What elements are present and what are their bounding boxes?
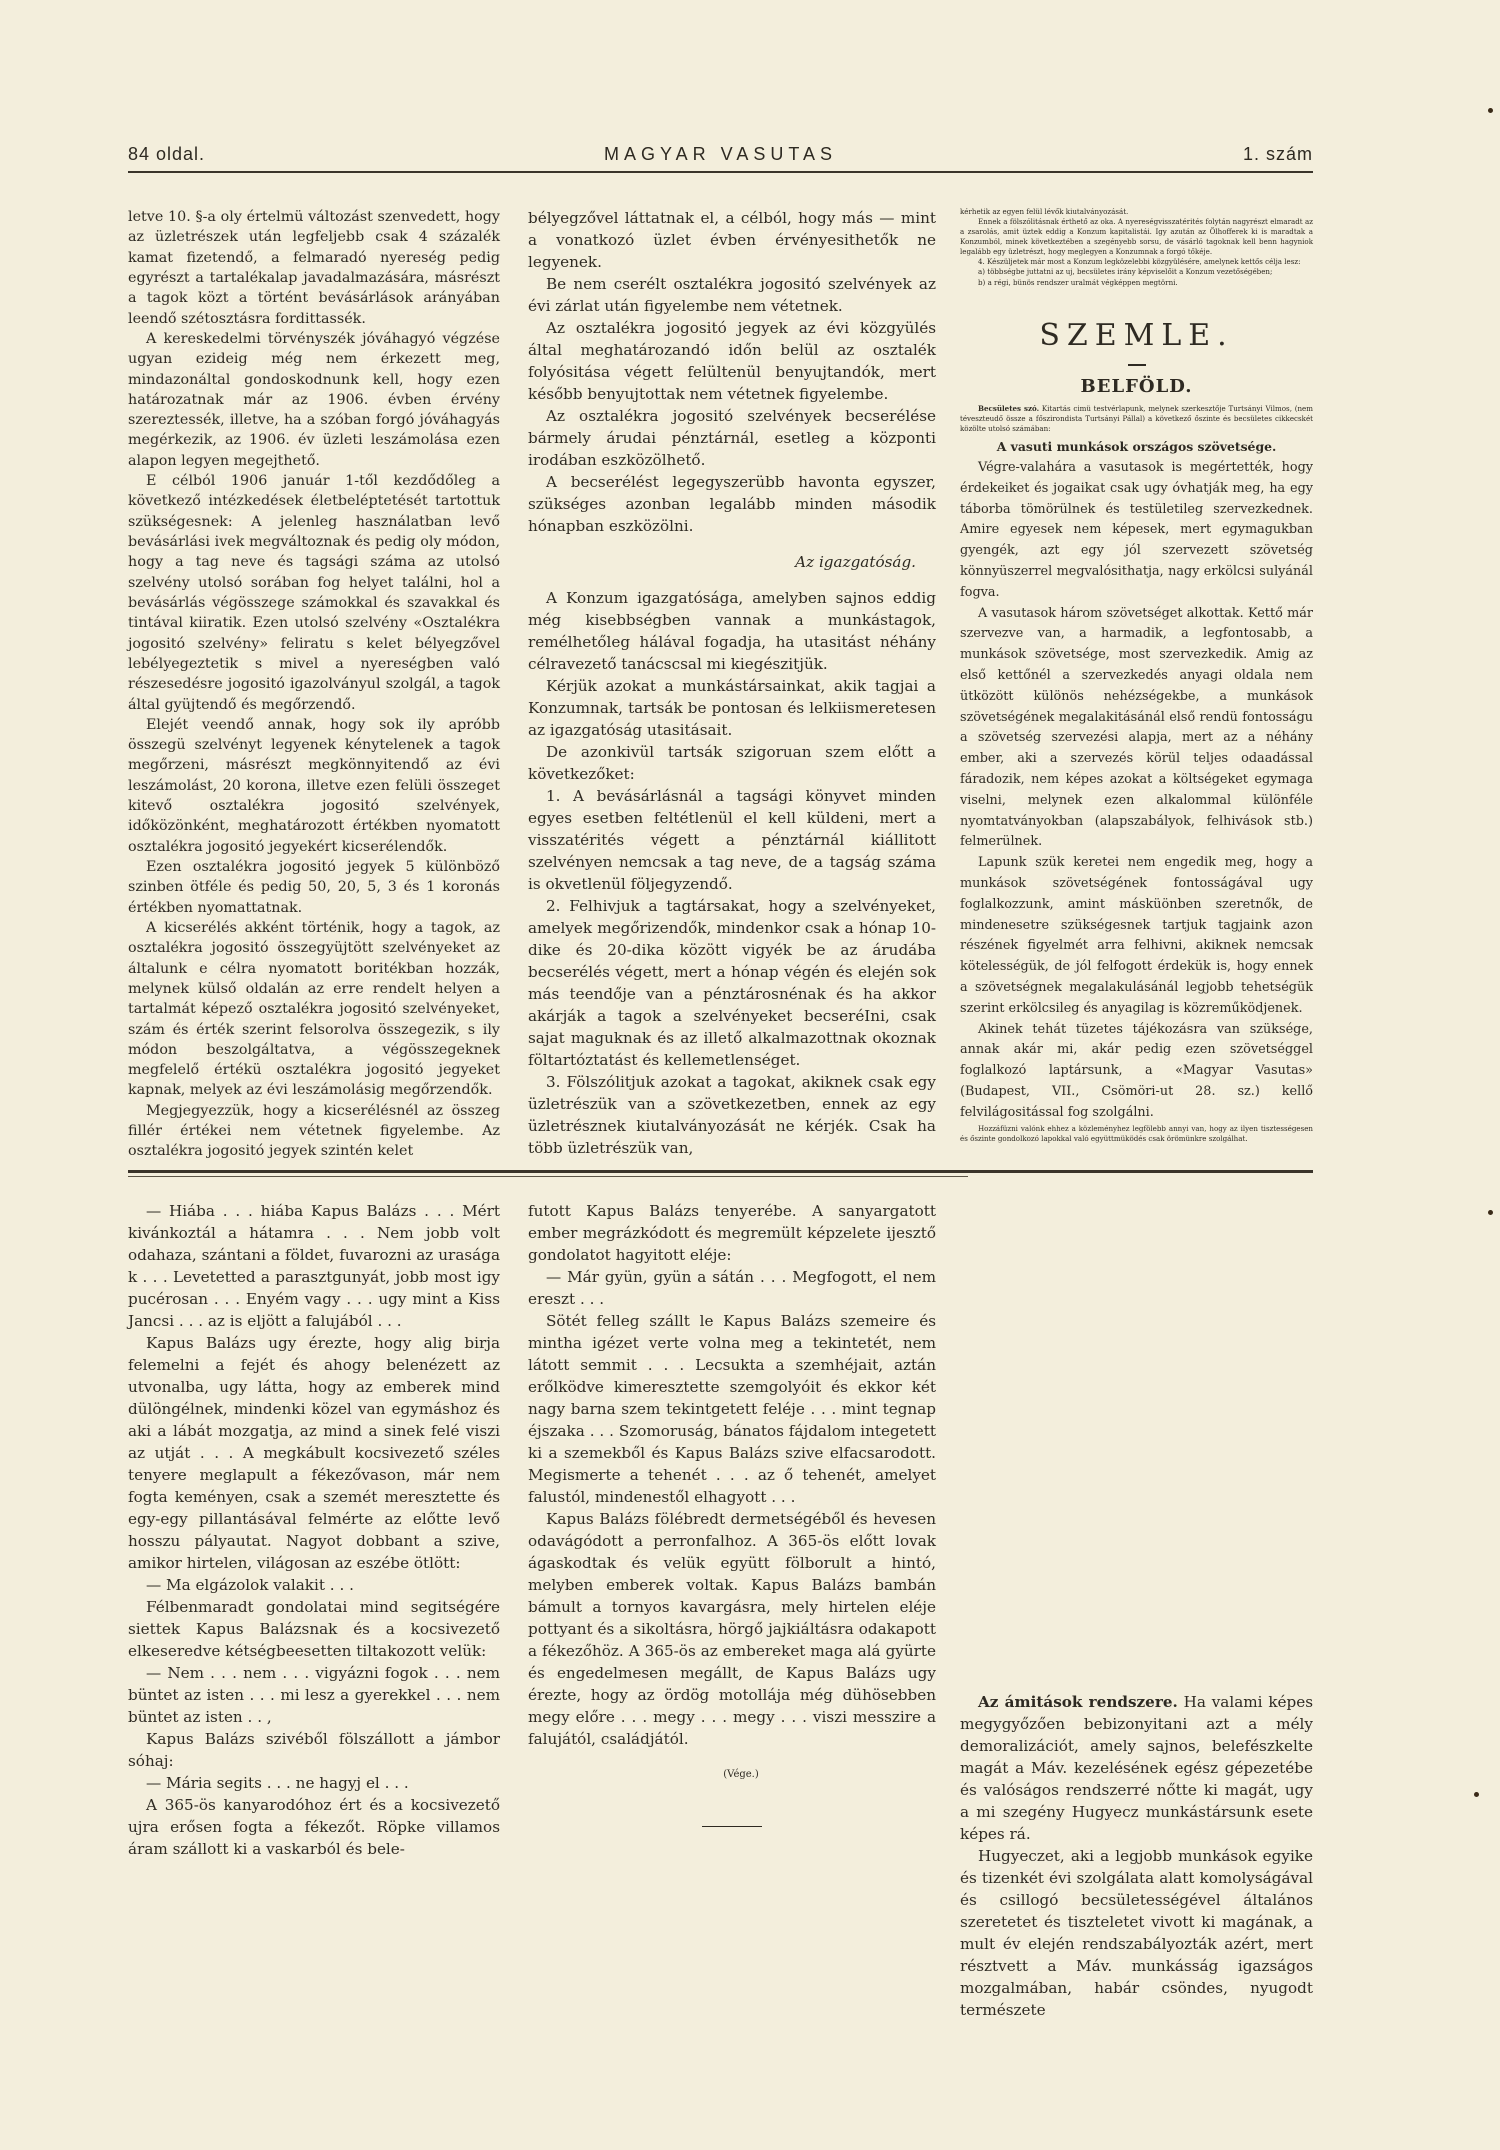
- issue-number: 1. szám: [1242, 144, 1313, 164]
- paragraph: 4. Készüljetek már most a Konzum legközelebbi közgyülésére, amelynek kettős célja lesz:: [978, 257, 1301, 267]
- column-3: [960, 207, 1313, 1144]
- subsection-title: BELFÖLD.: [1080, 375, 1193, 397]
- paragraph: — Már gyün, gyün a sátán . . . Megfogott, el nem ereszt . . .: [528, 1268, 936, 1308]
- paragraph: A 365-ös kanyarodóhoz ért és a kocsivezető ujra erősen fogta a fékezőt. Röpke villamos áram szállott ki a vaskarból és bele-: [128, 1796, 500, 1858]
- paragraph: kérhetik az egyen felül lévők kiutalványozását.: [960, 207, 1129, 216]
- feuilleton-column-2: [528, 1200, 936, 1827]
- paragraph: De azonkivül tartsák szigoruan szem előtt a következőket:: [528, 743, 936, 783]
- paragraph-lead: Becsületes szó.: [978, 403, 1040, 413]
- quote-paragraph: Lapunk szük keretei nem engedik meg, hogy a munkások szövetségének fontosságával ugy foglalkozzunk, amint másküönben szeretnők, de mindenesetre szükségesnek tartjuk tagjaink azon részének figyelmét arra felhivni, akiknek nemcsak kötelességük, de jól felfogott érdekük is, hogy ennek a szövetségnek megalakulásánál legjobb tehetségük szerint erkölcsileg és anyagilag is közreműködjenek.: [960, 855, 1313, 1016]
- paragraph: b) a régi, bünös rendszer uralmát végképpen megtörni.: [978, 277, 1178, 287]
- column-1: [128, 207, 500, 1162]
- paragraph: Félbenmaradt gondolatai mind segitségére siettek Kapus Balázsnak és a kocsivezető elkeseredve kétségbeesetten tiltakozott velük:: [128, 1598, 500, 1660]
- paragraph: Az osztalékra jogositó jegyek az évi közgyülés által meghatározandó időn belül az osztalék folyósitása végett felültenül benyujtandók, mert később benyujtottak nem vétetnek figyelembe.: [528, 319, 936, 403]
- paragraph: Kapus Balázs ugy érezte, hogy alig birja felemelni a fejét és ahogy belenézett az utvonalba, ugy látta, hogy az emberek mind dülöngélnek, mindenki közel van egymáshoz és aki a lábát mozgatja, az mind a sinek felé viszi az utját . . . A megkábult kocsivezető széles tenyere meglapult a fékezővason, már nem fogta keményen, csak a szemét meresztette és egy-egy pillantásával felmérte az előtte levő hosszu pályautat. Nagyot dobbant a szive, amikor hirtelen, világosan az eszébe ötlött:: [128, 1334, 500, 1572]
- paragraph-text: Ha valami képes megygyőzően bebizonyitani azt a mély demoralizációt, amely sajnos, belefészkelte magát a Máv. kezelésének egész gépezetébe és valóságos rendszerré nőtte ki magát, ugy a mi szegény Hugyecz munkástársunk esete képes rá.: [960, 1693, 1314, 1843]
- paragraph: 2. Felhivjuk a tagtársakat, hogy a szelvényeket, amelyek megőrizendők, mindenkor csak a hónap 10-dike és 20-dika között vigyék be az árudába becserélés végett, mert a hónap végén és elején sok más teendője van a pénztárosnénak és ha akkor akárják a tagok a szelvényeket becseréIni, csak sajat maguknak és az illető alkalmazottnak okoznak föltartóztatást és kellemetlenséget.: [528, 897, 936, 1069]
- signature: Az igazgatóság.: [795, 553, 916, 571]
- paragraph: futott Kapus Balázs tenyerébe. A sanyargatott ember megrázkódott és megremült képzelete ijesztő gondolatot hagyitott eléje:: [528, 1202, 936, 1264]
- header-rule: [128, 171, 1313, 173]
- paragraph: Ennek a fölszólitásnak érthető az oka. A nyereségvisszatérités folytán nagyrészt elmaradt az a zsarolás, amit üztek eddig a Konzum kapitalistái. Igy azután az Ölhofferek ki is maradtak a Konzumból, minek következtében a szegényebb sorsu, de vásárló tagoknak kell benn hagyniok legalább egy üzletrészt, hogy meglegyen a Konzumnak a forgó tőkéje.: [960, 217, 1313, 257]
- quote-paragraph: A vasutasok három szövetséget alkottak. Kettő már szervezve van, a harmadik, a legfontosabb, a munkások szövetsége, most szervezkedik. Amig az első kettőnél a szervezkedés anyagi oldala nem ütközött különös nehézségekbe, a munkások szövetségének megalakitásánál első rendü fontosságu a szövetség szervezési alapja, mert az a néhány ember, aki a szervezés körül teljes odaadással fáradozik, nem képes azokat a költségeket egymaga viselni, melynek ezen alkalommal különféle nyomtatványokban (alapszabályok, felhivások stb.) felmerülnek.: [960, 605, 1313, 850]
- print-speck: [1474, 1792, 1479, 1797]
- section-divider: [128, 1170, 1313, 1173]
- paragraph: a) többségbe juttatni az uj, becsületes irány képviselőit a Konzum vezetőségében;: [978, 267, 1273, 277]
- paragraph: — Nem . . . nem . . . vigyázni fogok . . . nem büntet az isten . . . mi lesz a gyerekkel . . . nem büntet az isten . . ,: [128, 1664, 500, 1726]
- quote-heading: A vasuti munkások országos szövetsége.: [996, 438, 1277, 454]
- paragraph: A Konzum igazgatósága, amelyben sajnos eddig még kisebbségben vannak a munkástagok, remélhetőleg hálával fogadja, ha utasitást néhány célravezető tanácscsal mi kiegészitjük.: [528, 589, 936, 673]
- paragraph: A kicserélés akként történik, hogy a tagok, az osztalékra jogositó összegyüjtött szelvényeket az általunk e célra nyomatott boritékban hozzák, melynek külső oldalán az erre rendelt helyen a tartalmát képező osztalékra jogositó szelvényeket, szám és érték szerint felsorolva összegezik, s ily módon beszolgáltatva, a végösszegeknek megfelelő értékü osztalékra jogositó jegyeket kapnak, melyek az évi leszámolásig megőrzendők.: [128, 919, 500, 1099]
- paragraph: letve 10. §-a oly értelmü változást szenvedett, hogy az üzletrészek után legfeljebb csak 4 százalék kamat fizetendő, a felmaradó nyereség pedig egyrészt a tartalékalap javadalmazására, másrészt a tagok közt a történt bevásárlások arányában leendő szétosztásra fordittassék.: [128, 209, 500, 327]
- paragraph: 3. Fölszólitjuk azokat a tagokat, akiknek csak egy üzletrészük van a szövetkezetben, ennek az egy üzletrésznek kiutalványozását ne kérjék. Csak ha több üzletrészük van,: [528, 1073, 936, 1157]
- column-3-lower: [960, 1691, 1313, 2021]
- end-mark: (Vége.): [723, 1769, 759, 1780]
- paragraph: Ezen osztalékra jogositó jegyek 5 különböző szinben ötféle és pedig 50, 20, 5, 3 és 1 koronás értékben nyomattatnak.: [128, 859, 500, 916]
- paragraph: [960, 404, 1313, 434]
- column-2: [528, 207, 936, 1159]
- end-rule: [702, 1826, 762, 1827]
- paragraph: — Ma elgázolok valakit . . .: [146, 1576, 354, 1594]
- paragraph: — Mária segits . . . ne hagyj el . . .: [146, 1774, 409, 1792]
- paragraph: E célból 1906 január 1-től kezdődőleg a következő intézkedések életbeléptetését tartottuk szükségesnek: A jelenleg használatban levő bevásárlási ivek megváltoznak és pedig oly módon, hogy a tag neve és tagsági száma az utolsó szelvény utolsó sorában fog helyet találni, hol a bevásárlás végösszege számokkal és szavakkal és tintával kiiratik. Ezen utolsó szelvény «Osztalékra jogositó szelvény» feliratu s kelet bélyegzővel lebélyegeztetik s mivel a nyereségben való részesedésre jogositó igazolványul szolgál, a tagok által gyüjtendő és megőrzendő.: [128, 473, 500, 713]
- paragraph: Kapus Balázs szivéből fölszállott a jámbor sóhaj:: [128, 1730, 500, 1770]
- paragraph: A becserélést legegyszerübb havonta egyszer, szükséges azonban legalább minden második hónapban eszközölni.: [528, 473, 936, 535]
- section-rule: [1128, 364, 1146, 366]
- paragraph: — Hiába . . . hiába Kapus Balázs . . . Mért kivánkoztál a hátamra . . . Nem jobb volt odahaza, szántani a földet, fuvarozni az urasága k . . . Levetetted a parasztgunyát, jobb most igy pucérosan . . . Enyém vagy . . . ugy mint a Kiss Jancsi . . . az is eljött a falujából . . .: [128, 1202, 500, 1330]
- paragraph: Az osztalékra jogositó szelvények becserélése bármely árudai pénztárnál, esetleg a központi irodában eszközölhető.: [528, 407, 936, 469]
- section-divider-thin: [128, 1176, 968, 1177]
- paragraph-lead: Az ámitások rendszere.: [978, 1693, 1178, 1711]
- paragraph: bélyegzővel láttatnak el, a célból, hogy más — mint a vonatkozó üzlet évben érvényesithetők ne legyenek.: [528, 209, 936, 271]
- paragraph: 1. A bevásárlásnál a tagsági könyvet minden egyes esetben feltétlenül el kell küldeni, mert a visszatérités végett a pénztárnál kiállitott szelvényen nemcsak a tag neve, de a tagság száma is okvetlenül följegyzendő.: [528, 787, 936, 893]
- paragraph: Megjegyezzük, hogy a kicserélésnél az összeg fillér értékei nem vétetnek figyelembe. Az osztalékra jogositó jegyek szintén kelet: [128, 1102, 500, 1160]
- print-speck: [1488, 108, 1493, 113]
- paragraph: Be nem cserélt osztalékra jogositó szelvények az évi zárlat után figyelembe nem vétetnek.: [528, 275, 936, 315]
- paragraph-text: Kitartás cimü testvérlapunk, melynek szerkesztője Turtsányi Vilmos, (nem téveszteudő össze a főszirondista Turtsányi Pállal) a következő őszinte és becsületes cikkecskét közölte utolsó számában:: [960, 403, 1313, 433]
- paragraph: A kereskedelmi törvényszék jóváhagyó végzése ugyan ezideig még nem érkezett meg, mindazonáltal gondoskodnunk kell, hogy ezen határozatnak már az 1906. évben érvény szereztessék, illetve, ha a szóban forgó jóváhagyás megérkezik, az 1906. év üzleti leszámolása ezen alapon legyen megejthető.: [128, 330, 500, 469]
- paragraph: Hozzáfüzni valónk ehhez a közleményhez legfölebb annyi van, hogy az ilyen tisztességesen és őszinte gondolkozó lapokkal való együttmüködés csak örömünkre szolgálhat.: [960, 1123, 1313, 1143]
- paragraph: Elejét veendő annak, hogy sok ily apróbb összegü szelvényt legyenek kénytelenek a tagok megőrzeni, másrészt megkönnyitendő az évi leszámolást, 20 korona, illetve ezen felüli összeget kitevő osztalékra jogositó szelvények, időközönként, meghatározott értékben nyomatott osztalékra jogositó jegyekért kicserélendők.: [128, 716, 500, 855]
- masthead-title: MAGYAR VASUTAS: [603, 144, 838, 164]
- paragraph: Kérjük azokat a munkástársainkat, akik tagjai a Konzumnak, tartsák be pontosan és lelkiismeretesen az igazgatóság utasitásait.: [528, 677, 936, 739]
- page-header: [128, 144, 1313, 170]
- page-number: 84 oldal.: [128, 144, 206, 164]
- paragraph: Sötét felleg szállt le Kapus Balázs szemeire és mintha igézet verte volna meg a tekintetét, nem látott semmit . . . Lecsukta a szemhéjait, aztán erőlködve kimeresztette szemgolyóit és ekkor két nagy barna szem tekintgetett feléje . . . mint tegnap éjszaka . . . Szomoruság, bánatos fájdalom integetett ki a szemekből és Kapus Balázs szive elfacsarodott. Megismerte a tehenét . . . az ő tehenét, amelyet falustól, mindenestől elhagyott . . .: [528, 1312, 936, 1506]
- paragraph: [960, 1691, 1313, 1845]
- paragraph: Hugyeczet, aki a legjobb munkások egyike és tizenkét évi szolgálata alatt komolyságával és csillogó becsületességével általános szeretetet és tiszteletet vivott ki magának, a mult év elején rendszabályozták azért, mert résztvett a Máv. munkásság igazságos mozgalmában, habár csöndes, nyugodt természete: [960, 1847, 1313, 2019]
- quote-paragraph: Akinek tehát tüzetes tájékozásra van szüksége, annak akár mi, akár pedig ezen szövetséggel foglalkozó laptársunk, a «Magyar Vasutas» (Budapest, VII., Csömöri-ut 28. sz.) kellő felvilágositással fog szolgálni.: [960, 1021, 1313, 1120]
- print-speck: [1488, 1210, 1493, 1215]
- section-title: SZEMLE.: [1039, 317, 1234, 353]
- feuilleton-column-1: [128, 1200, 500, 1860]
- paragraph: Kapus Balázs fölébredt dermetségéből és hevesen odavágódott a perronfalhoz. A 365-ös előtt lovak ágaskodtak és velük együtt fölborult a hintó, melyben emberek voltak. Kapus Balázs bambán bámult a tornyos kavargásra, mely hirtelen eléje pottyant és a sikoltásra, hörgő jajkiáltásra odakapott a fékezőhöz. A 365-ös az embereket maga alá gyürte és engedelmesen megállt, de Kapus Balázs ugy érezte, hogy az ördög motollája még dühösebben megy előre . . . megy . . . megy . . . viszi messzire a falujától, családjától.: [528, 1510, 936, 1748]
- quote-paragraph: Végre-valahára a vasutasok is megértették, hogy érdekeiket és jogaikat csak ugy óvhatják meg, ha egy táborba tömörülnek és testületileg szervezkednek. Amire egyesek nem képesek, mert egymagukban gyengék, azt egy jól szervezett szövetség könnyüszerrel megvalósithatja, nagy erkölcsi sulyánál fogva.: [960, 460, 1313, 600]
